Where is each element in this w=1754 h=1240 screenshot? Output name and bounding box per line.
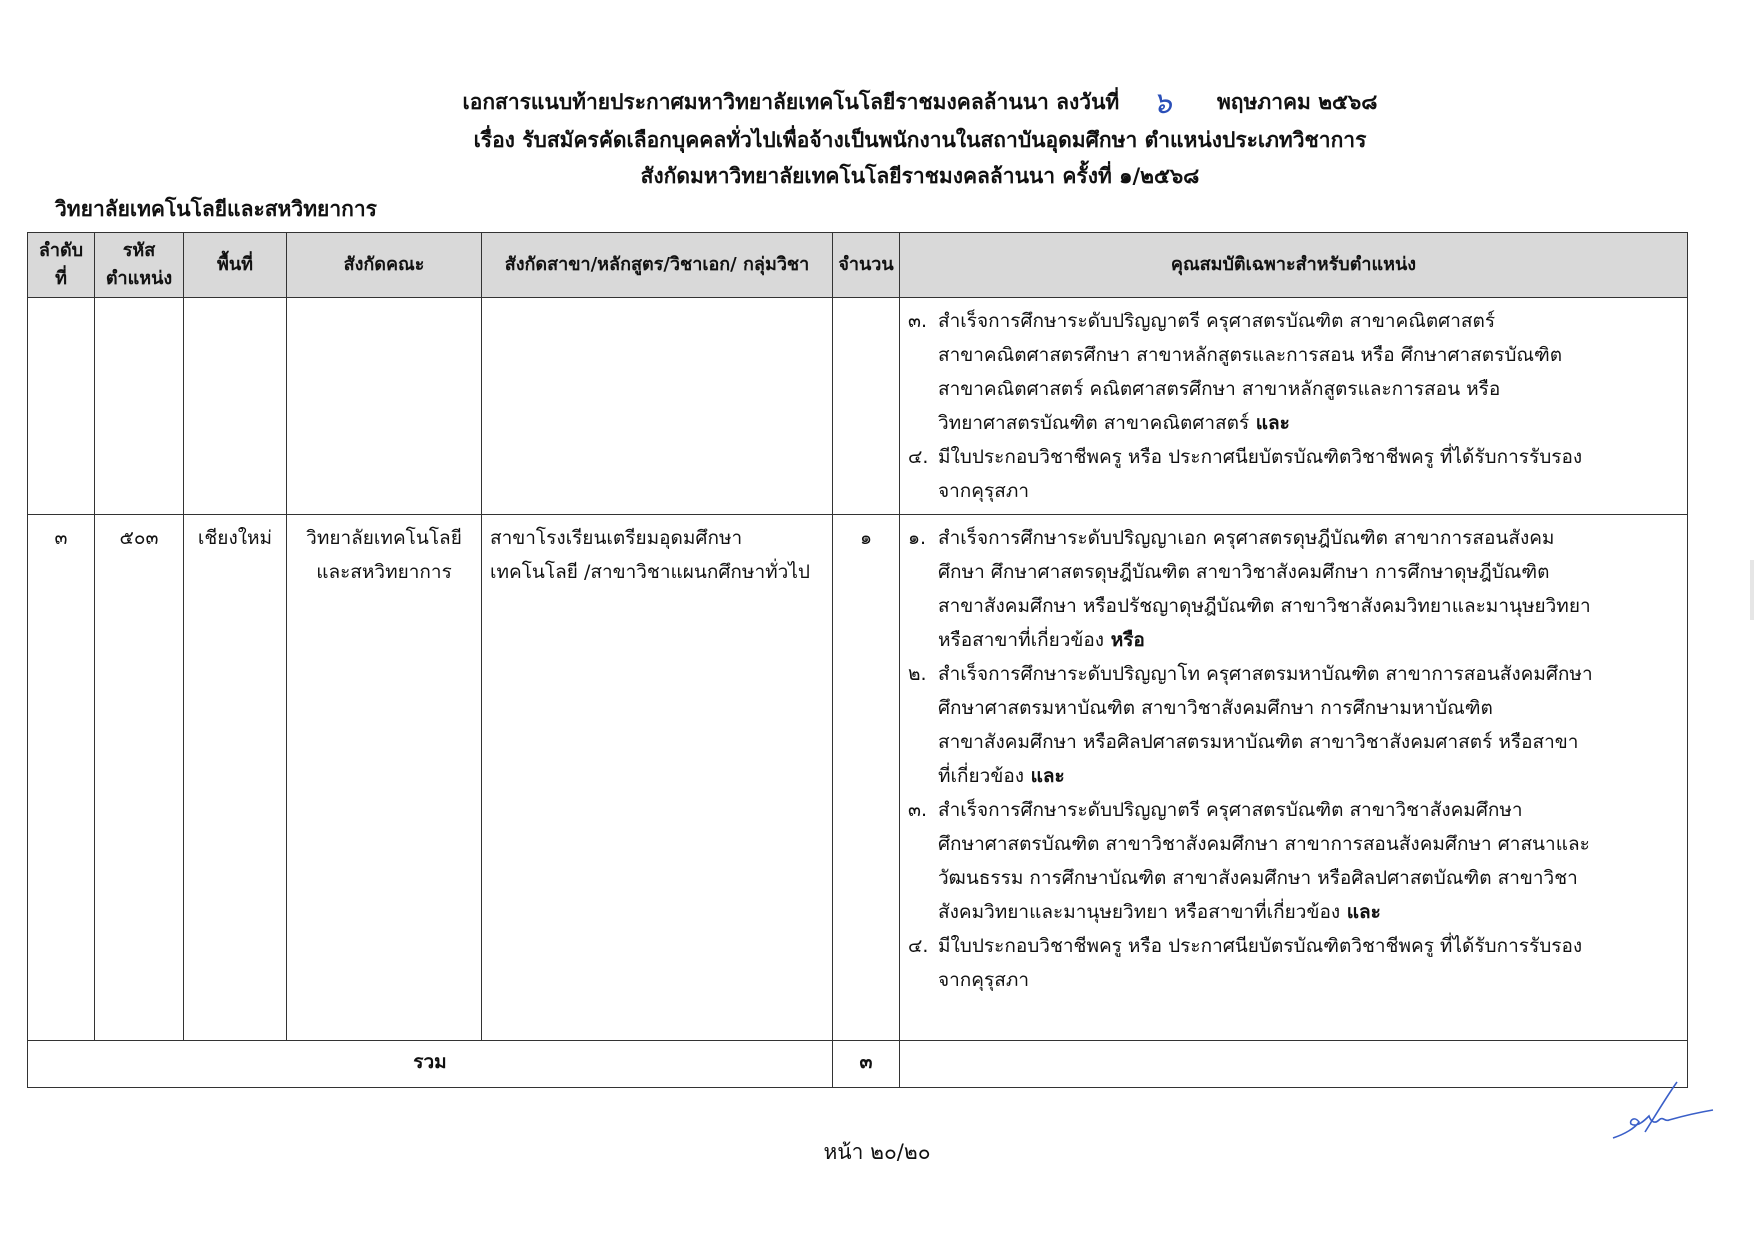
cell-empty xyxy=(287,298,482,515)
qualification-line: ศึกษาศาสตรบัณฑิต สาขาวิชาสังคมศึกษา สาขาการสอนสังคมศึกษา ศาสนาและ xyxy=(938,833,1590,855)
cell-empty xyxy=(95,298,184,515)
qualification-text: สำเร็จการศึกษาระดับปริญญาโท ครุศาสตรมหาบัณฑิต สาขาการสอนสังคมศึกษา xyxy=(938,663,1593,685)
header-line-2: เรื่อง รับสมัครคัดเลือกบุคคลทั่วไปเพื่อจ้างเป็นพนักงานในสถาบันอุดมศึกษา ตำแหน่งประเภทวิชาการ xyxy=(473,128,1367,152)
cell-order: ๓ xyxy=(28,515,95,1041)
cell-count: ๑ xyxy=(833,515,900,1041)
qualification-text: สำเร็จการศึกษาระดับปริญญาตรี ครุศาสตรบัณฑิต สาขาวิชาสังคมศึกษา xyxy=(938,799,1523,821)
qualification-list xyxy=(908,304,1679,508)
qualification-line: สาขาคณิตศาสตร์ คณิตศาสตรศึกษา สาขาหลักสูตรและการสอน หรือ xyxy=(938,378,1501,400)
document-header xyxy=(380,84,1460,194)
qualification-number: ๓. xyxy=(908,799,928,821)
col-header-qualifications: คุณสมบัติเฉพาะสำหรับตำแหน่ง xyxy=(900,233,1688,298)
conjunction-text: และ xyxy=(1340,901,1381,923)
cell-empty xyxy=(184,298,287,515)
conjunction-text: และ xyxy=(1024,765,1065,787)
qualification-item xyxy=(908,929,1679,997)
col-header-count: จำนวน xyxy=(833,233,900,298)
qualification-number: ๑. xyxy=(908,527,927,549)
total-value: ๓ xyxy=(833,1041,900,1088)
qualification-text: สำเร็จการศึกษาระดับปริญญาตรี ครุศาสตรบัณฑิต สาขาคณิตศาสตร์ xyxy=(938,310,1496,332)
cell-empty xyxy=(833,298,900,515)
table-row xyxy=(28,515,1688,1041)
header-month-year: พฤษภาคม ๒๕๖๘ xyxy=(1216,90,1378,114)
cell-empty xyxy=(28,298,95,515)
section-title: วิทยาลัยเทคโนโลยีและสหวิทยาการ xyxy=(55,197,377,221)
header-title: เอกสารแนบท้ายประกาศมหาวิทยาลัยเทคโนโลยีราชมงคลล้านนา ลงวันที่ xyxy=(462,90,1120,114)
qualification-line: ศึกษาศาสตรมหาบัณฑิต สาขาวิชาสังคมศึกษา การศึกษามหาบัณฑิต xyxy=(938,697,1493,719)
qualification-line: ที่เกี่ยวข้อง และ xyxy=(938,765,1065,787)
qualification-line: สาขาสังคมศึกษา หรือศิลปศาสตรมหาบัณฑิต สาขาวิชาสังคมศาสตร์ หรือสาขา xyxy=(938,731,1579,753)
cell-empty xyxy=(900,1041,1688,1088)
qualification-line: วัฒนธรรม การศึกษาบัณฑิต สาขาสังคมศึกษา หรือศิลปศาสตบัณฑิต สาขาวิชา xyxy=(938,867,1578,889)
qualification-text: มีใบประกอบวิชาชีพครู หรือ ประกาศนียบัตรบัณฑิตวิชาชีพครู ที่ได้รับการรับรอง xyxy=(938,446,1583,468)
total-label: รวม xyxy=(28,1041,833,1088)
cell-program: สาขาโรงเรียนเตรียมอุดมศึกษาเทคโนโลยี /สาขาวิชาแผนกศึกษาทั่วไป xyxy=(482,515,833,1041)
qualification-text: สำเร็จการศึกษาระดับปริญญาเอก ครุศาสตรดุษฎีบัณฑิต สาขาการสอนสังคม xyxy=(938,527,1555,549)
qualification-number: ๔. xyxy=(908,446,929,468)
total-row xyxy=(28,1041,1688,1088)
conjunction-text: หรือ xyxy=(1104,629,1145,651)
col-header-area: พื้นที่ xyxy=(184,233,287,298)
qualification-item xyxy=(908,793,1679,929)
qualification-line: วิทยาศาสตรบัณฑิต สาขาคณิตศาสตร์ และ xyxy=(938,412,1290,434)
cell-faculty: วิทยาลัยเทคโนโลยี และสหวิทยาการ xyxy=(287,515,482,1041)
qualification-number: ๔. xyxy=(908,935,929,957)
signature-image xyxy=(1605,1076,1715,1150)
scan-edge-mark xyxy=(1750,560,1754,620)
cell-code: ๕๐๓ xyxy=(95,515,184,1041)
header-line-3: สังกัดมหาวิทยาลัยเทคโนโลยีราชมงคลล้านนา ครั้งที่ ๑/๒๕๖๘ xyxy=(640,164,1200,188)
qualification-item xyxy=(908,657,1679,793)
col-header-faculty: สังกัดคณะ xyxy=(287,233,482,298)
qualifications-cell xyxy=(900,515,1688,1041)
qualification-number: ๓. xyxy=(908,310,928,332)
qualification-line: หรือสาขาที่เกี่ยวข้อง หรือ xyxy=(938,629,1145,651)
qualification-line: สังคมวิทยาและมานุษยวิทยา หรือสาขาที่เกี่ยวข้อง และ xyxy=(938,901,1381,923)
qualification-line: สาขาสังคมศึกษา หรือปรัชญาดุษฎีบัณฑิต สาขาวิชาสังคมวิทยาและมานุษยวิทยา xyxy=(938,595,1591,617)
qualification-line: จากคุรุสภา xyxy=(938,969,1030,991)
qualifications-cell xyxy=(900,298,1688,515)
qualification-line: ศึกษา ศึกษาศาสตรดุษฎีบัณฑิต สาขาวิชาสังคมศึกษา การศึกษาดุษฎีบัณฑิต xyxy=(938,561,1550,583)
qualification-line: สาขาคณิตศาสตรศึกษา สาขาหลักสูตรและการสอน หรือ ศึกษาศาสตรบัณฑิต xyxy=(938,344,1563,366)
cell-area: เชียงใหม่ xyxy=(184,515,287,1041)
positions-table xyxy=(27,232,1688,1088)
header-line-1 xyxy=(380,84,1460,122)
qualification-number: ๒. xyxy=(908,663,927,685)
table-row-continued xyxy=(28,298,1688,515)
qualification-item xyxy=(908,440,1679,508)
page-number: หน้า ๒๐/๒๐ xyxy=(823,1140,931,1164)
col-header-program: สังกัดสาขา/หลักสูตร/วิชาเอก/ กลุ่มวิชา xyxy=(482,233,833,298)
cell-empty xyxy=(482,298,833,515)
col-header-order: ลำดับ ที่ xyxy=(28,233,95,298)
col-header-code: รหัส ตำแหน่ง xyxy=(95,233,184,298)
handwritten-day: ๖ xyxy=(1152,86,1172,121)
qualification-item xyxy=(908,521,1679,657)
qualification-line: จากคุรุสภา xyxy=(938,480,1030,502)
table-header-row xyxy=(28,233,1688,298)
conjunction-text: และ xyxy=(1249,412,1290,434)
qualification-text: มีใบประกอบวิชาชีพครู หรือ ประกาศนียบัตรบัณฑิตวิชาชีพครู ที่ได้รับการรับรอง xyxy=(938,935,1583,957)
qualification-item xyxy=(908,304,1679,440)
qualification-list xyxy=(908,521,1679,997)
